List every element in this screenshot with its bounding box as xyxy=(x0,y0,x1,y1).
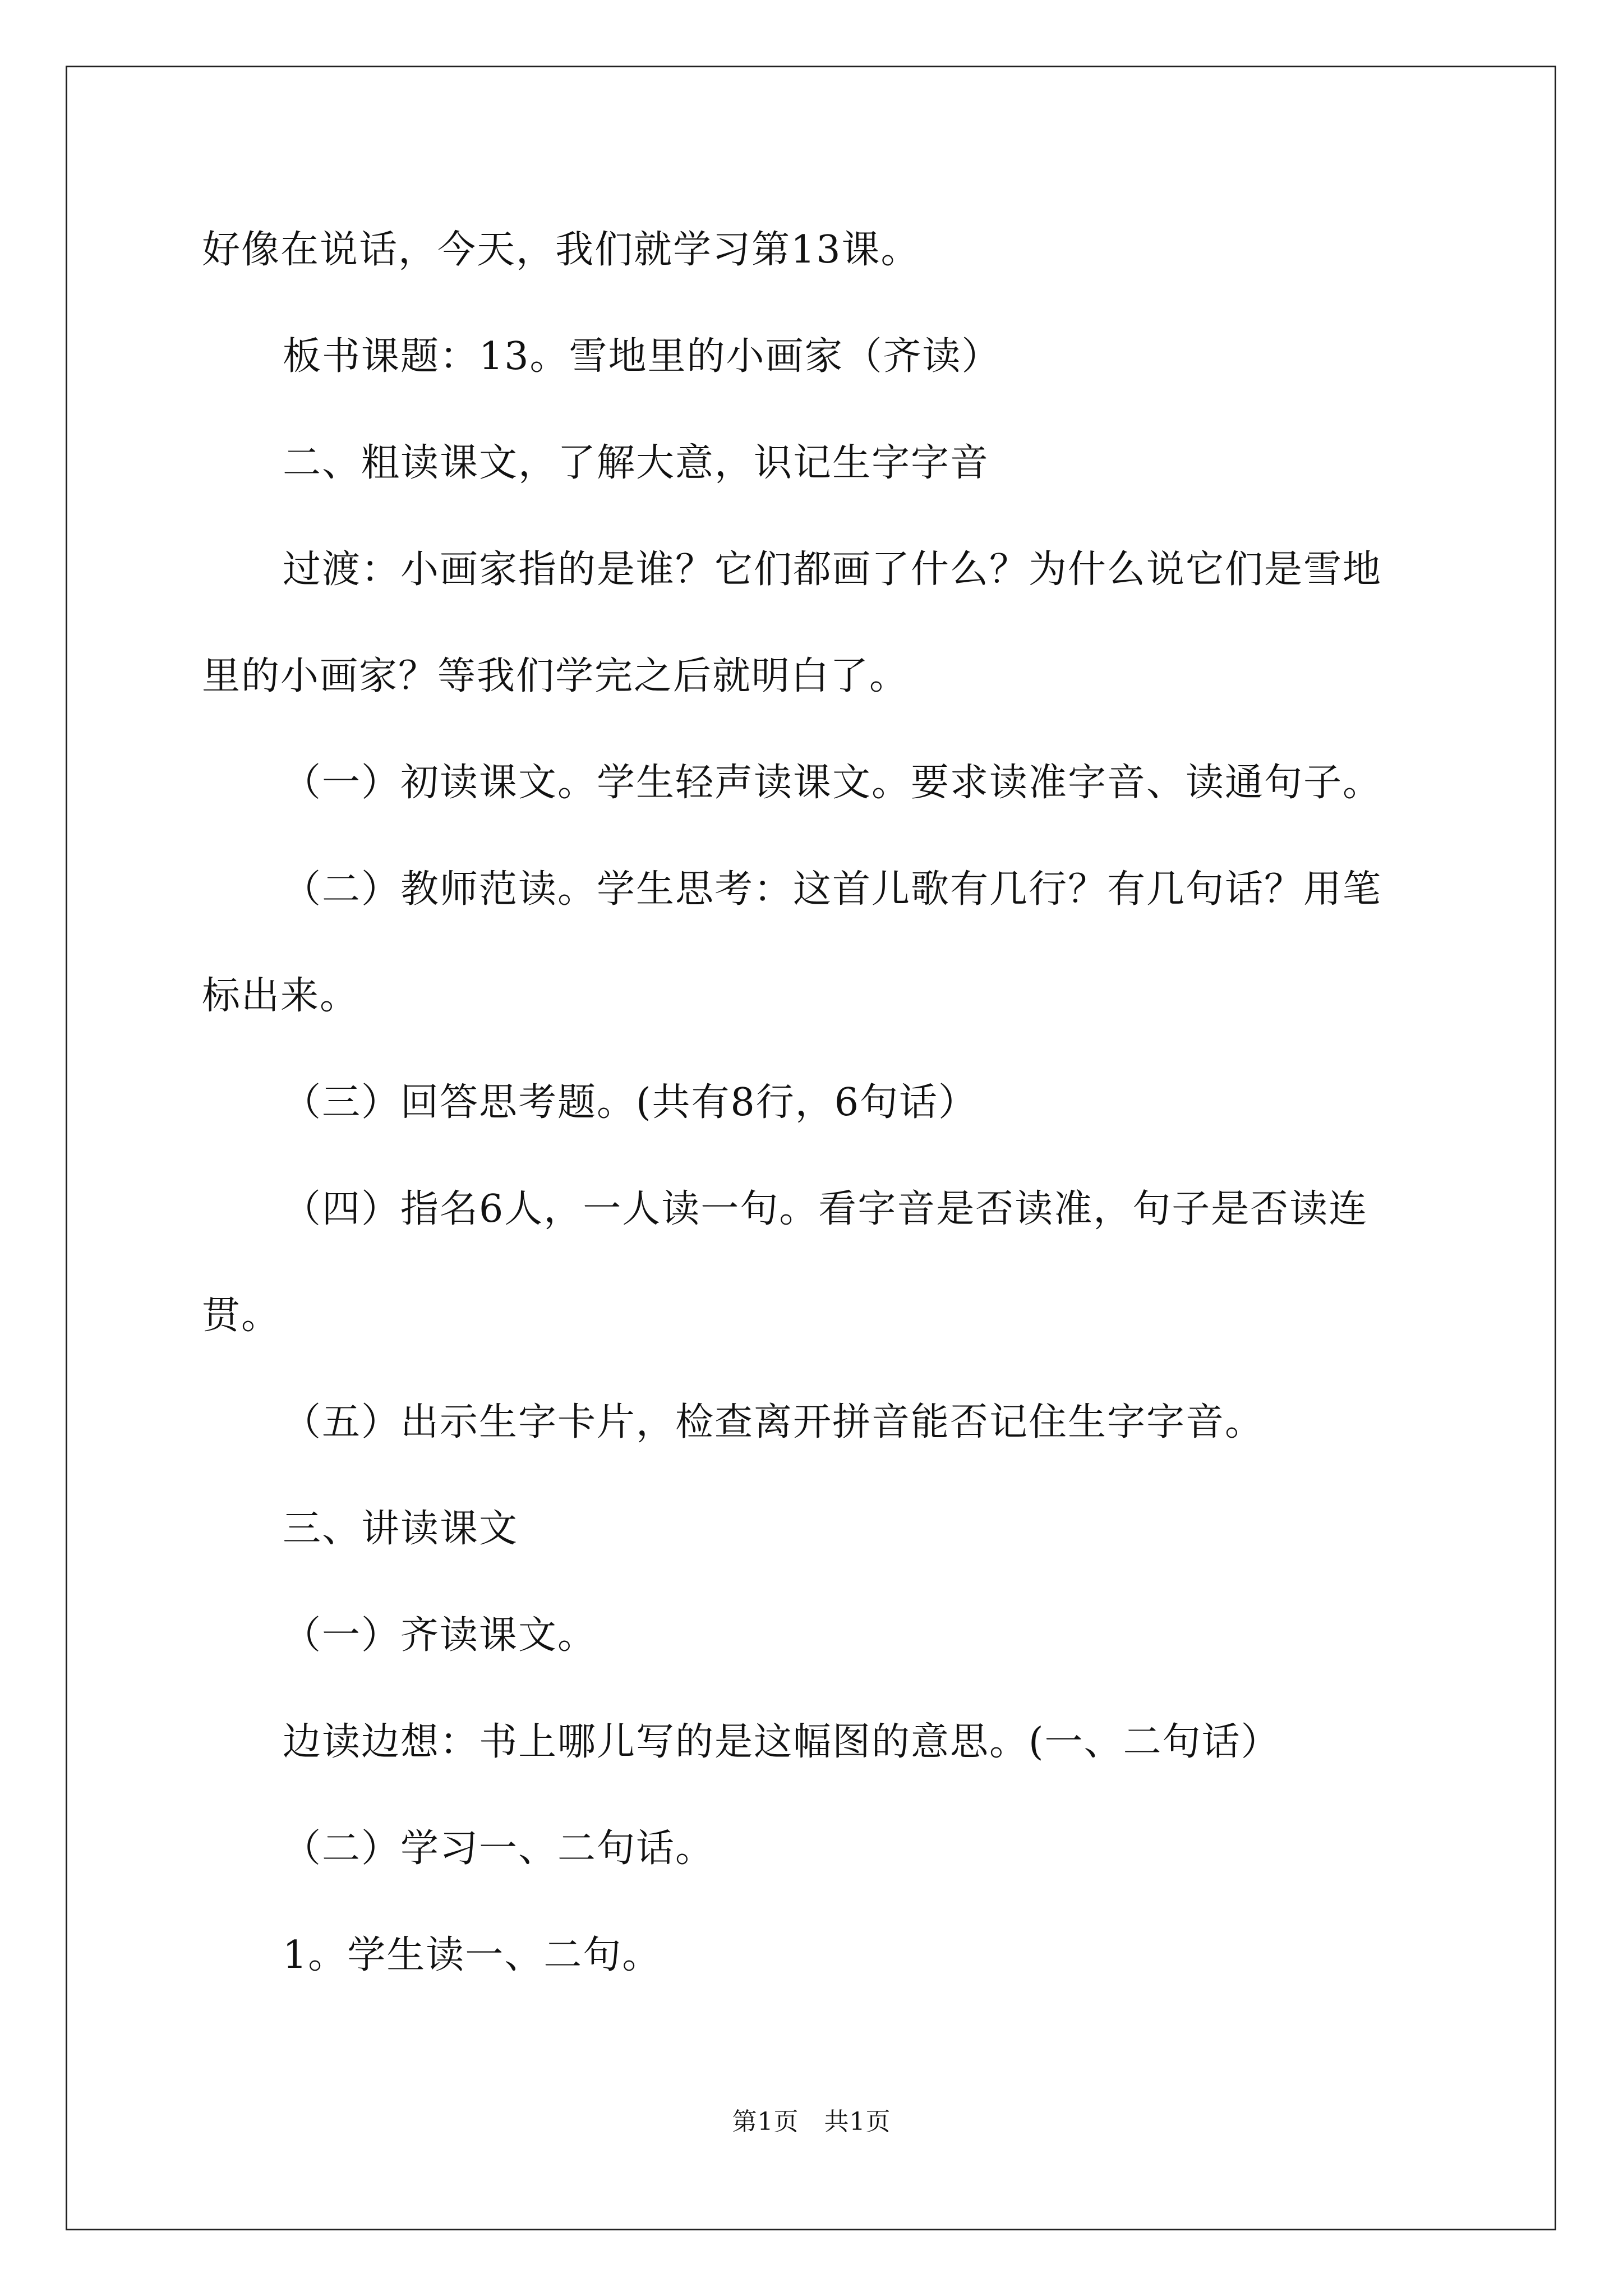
text-line-14: （一）齐读课文。 xyxy=(283,1613,597,1658)
text-line-7: （二）教师范读。学生思考：这首儿歌有几行？有几句话？用笔 xyxy=(283,867,1382,912)
text-line-1: 好像在说话，今天，我们就学习第13课。 xyxy=(202,228,920,272)
text-line-3: 二、粗读课文，了解大意，识记生字字音 xyxy=(283,441,990,485)
text-line-4: 过渡：小画家指的是谁？它们都画了什么？为什么说它们是雪地 xyxy=(283,547,1382,592)
text-line-11: 贯。 xyxy=(202,1294,281,1338)
page-number-footer: 第1页 共1页 xyxy=(732,2108,891,2136)
text-line-10: （四）指名6人，一人读一句。看字音是否读准，句子是否读连 xyxy=(283,1187,1368,1231)
text-line-13: 三、讲读课文 xyxy=(283,1507,519,1551)
text-line-6: （一）初读课文。学生轻声读课文。要求读准字音、读通句子。 xyxy=(283,761,1382,805)
text-line-17: 1。学生读一、二句。 xyxy=(283,1933,662,1977)
text-line-5: 里的小画家？等我们学完之后就明白了。 xyxy=(202,654,909,698)
text-line-15: 边读边想：书上哪儿写的是这幅图的意思。(一、二句话） xyxy=(283,1720,1280,1764)
text-line-2: 板书课题：13。雪地里的小画家（齐读） xyxy=(283,334,1001,379)
text-line-12: （五）出示生字卡片，检查离开拼音能否记住生字字音。 xyxy=(283,1400,1265,1444)
text-line-8: 标出来。 xyxy=(202,974,359,1018)
text-line-16: （二）学习一、二句话。 xyxy=(283,1826,715,1871)
text-line-9: （三）回答思考题。(共有8行，6句话） xyxy=(283,1080,978,1125)
page-border xyxy=(66,66,1556,2230)
